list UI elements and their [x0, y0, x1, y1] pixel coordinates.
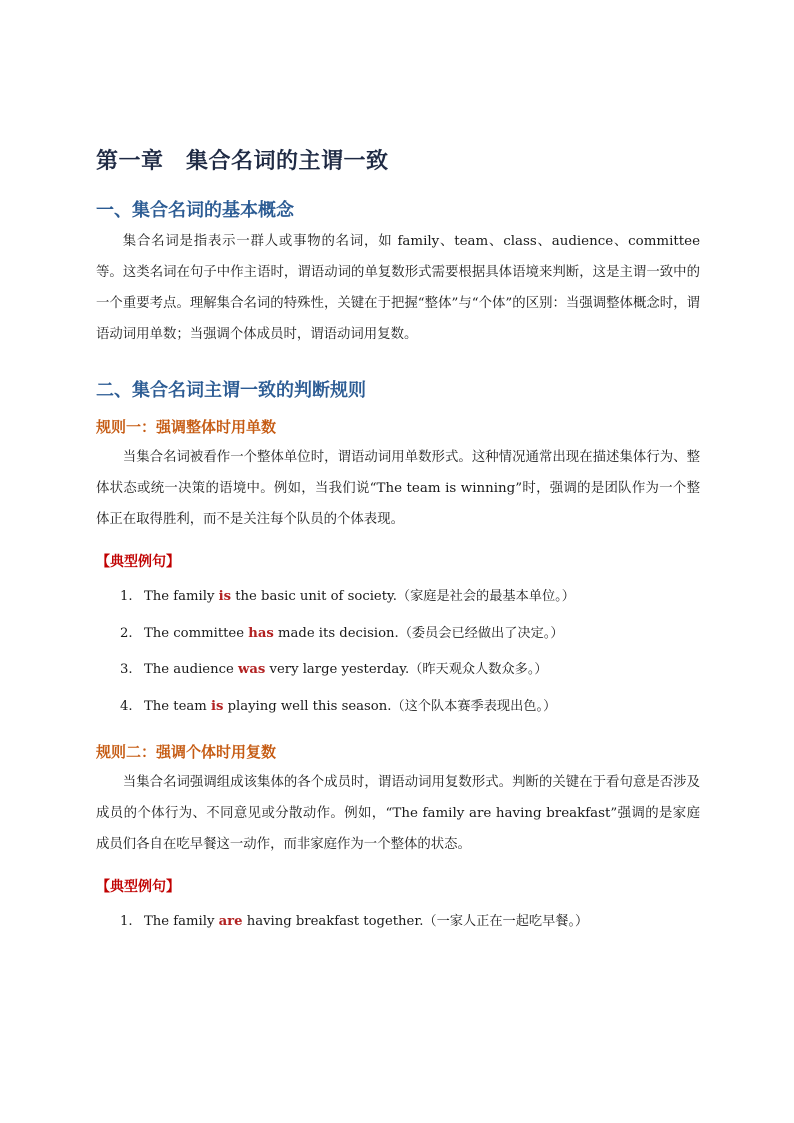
- example-verb: was: [237, 662, 266, 677]
- example-rest: playing well this season.（这个队本赛季表现出色。）: [223, 698, 557, 714]
- example-sentence: [96, 579, 700, 616]
- section-title-judgement-rules: 二、集合名词主谓一致的判断规则: [96, 380, 366, 401]
- rule-one-paragraph: 当集合名词被看作一个整体单位时，谓语动词用单数形式。这种情况通常出现在描述集体行为、整体状态或统一决策的语境中。例如，当我们说“The team is winning”时，强调的是团队作为一个整体正在取得胜利，而不是关注每个队员的个体表现。: [96, 450, 700, 527]
- rule-one-title: 规则一：强调整体时用单数: [96, 418, 277, 436]
- example-verb: is: [210, 698, 224, 714]
- example-rest: very large yesterday.（昨天观众人数众多。）: [265, 662, 548, 677]
- rule-two-title: 规则二：强调个体时用复数: [96, 743, 277, 761]
- example-rest: having breakfast together.（一家人正在一起吃早餐。）: [242, 914, 589, 929]
- example-rest: made its decision.（委员会已经做出了决定。）: [273, 625, 564, 641]
- basic-concept-paragraph: 集合名词是指表示一群人或事物的名词，如 family、team、class、audience、committee 等。这类名词在句子中作主语时，谓语动词的单复数形式需要根据具体语境来判断，这是主谓一致中的一个重要考点。理解集合名词的特殊性，关键在于把握“整体”与“个体”的区别：当强调整体概念时，谓语动词用单数；当强调个体成员时，谓语动词用复数。: [96, 234, 700, 342]
- example-sentence: [96, 904, 700, 941]
- chapter-title: 第一章 集合名词的主谓一致: [96, 149, 389, 174]
- rule-two-paragraph: 当集合名词强调组成该集体的各个成员时，谓语动词用复数形式。判断的关键在于看句意是否涉及成员的个体行为、不同意见或分散动作。例如，“The family are having breakfast”强调的是家庭成员们各自在吃早餐这一动作，而非家庭作为一个整体的状态。: [96, 775, 700, 852]
- example-verb: are: [218, 914, 243, 929]
- example-sentence: [96, 652, 700, 689]
- example-sentence: [96, 616, 700, 653]
- example-number: 1.: [120, 589, 133, 604]
- example-verb: has: [248, 625, 274, 641]
- example-number: 2.: [120, 625, 133, 641]
- example-subject: The committee: [144, 625, 249, 641]
- example-rest: the basic unit of society.（家庭是社会的最基本单位。）: [231, 589, 575, 604]
- example-number: 1.: [120, 914, 133, 929]
- example-number: 3.: [120, 662, 133, 677]
- document-page: [96, 140, 700, 941]
- section-title-basic-concept: 一、集合名词的基本概念: [96, 200, 294, 221]
- rule-two-example-list: [96, 904, 700, 941]
- example-subject: The team: [144, 698, 211, 714]
- example-subject: The audience: [144, 662, 238, 677]
- rule-one-example-label: 【典型例句】: [96, 554, 180, 570]
- rule-one-example-list: [96, 579, 700, 725]
- example-subject: The family: [144, 589, 219, 604]
- example-verb: is: [218, 589, 232, 604]
- example-number: 4.: [120, 698, 133, 714]
- example-sentence: [96, 689, 700, 726]
- rule-two-example-label: 【典型例句】: [96, 879, 180, 895]
- example-subject: The family: [144, 914, 219, 929]
